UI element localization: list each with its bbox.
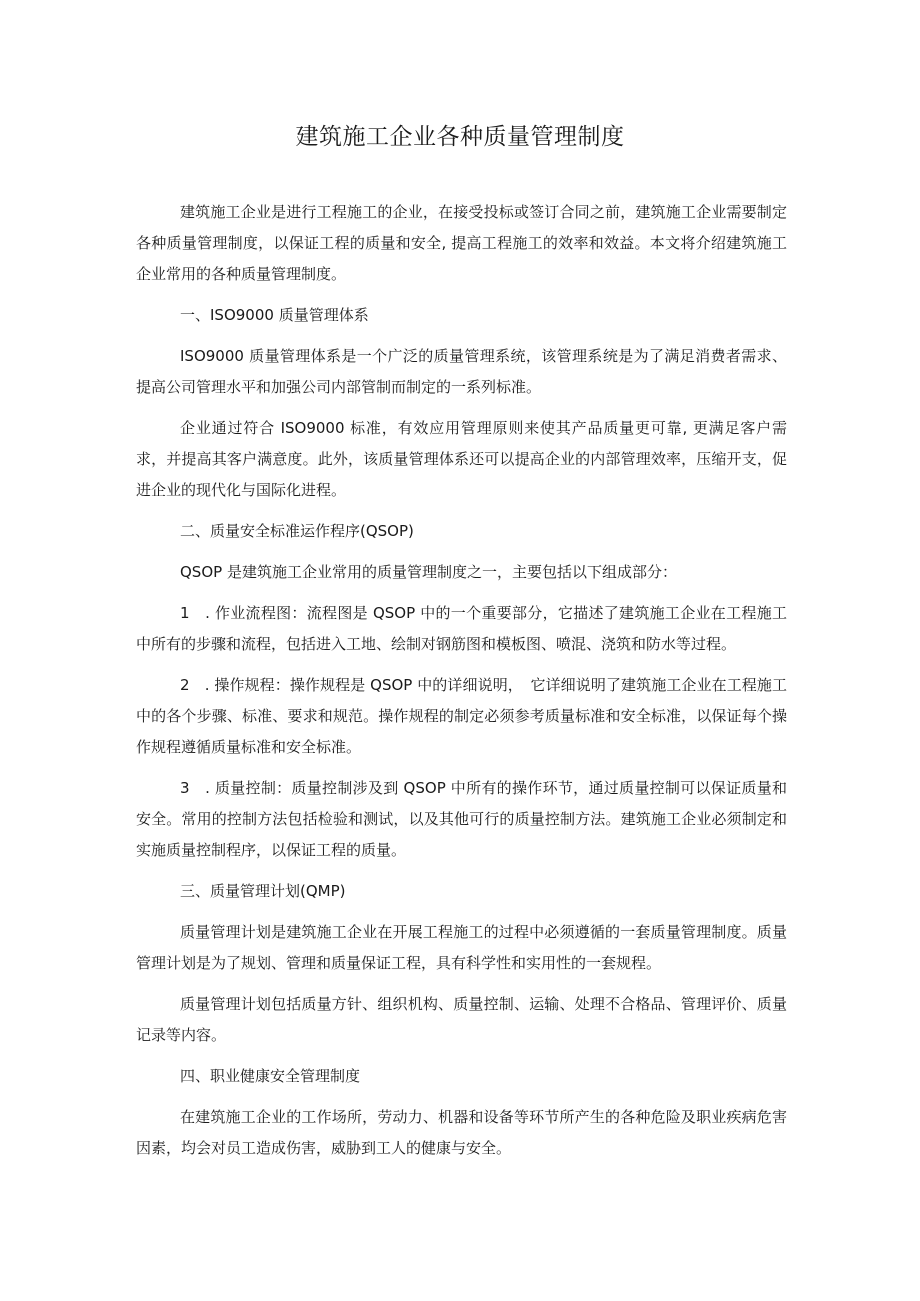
- section-heading-qsop: 二、质量安全标准运作程序(QSOP): [180, 522, 414, 540]
- section-heading-qmp: 三、质量管理计划(QMP): [180, 882, 346, 900]
- document-body: [136, 197, 787, 1174]
- qsop-item-procedures: 2 . 操作规程：操作规程是 QSOP 中的详细说明， 它详细说明了建筑施工企业在工程施工中的各个步骤、标准、要求和规范。操作规程的制定必须参考质量标准和安全标准，以保证每个操作规程遵循质量标准和安全标准。: [136, 676, 787, 756]
- intro-paragraph: 建筑施工企业是进行工程施工的企业，在接受投标或签订合同之前，建筑施工企业需要制定各种质量管理制度，以保证工程的质量和安全, 提高工程施工的效率和效益。本文将介绍建筑施工企业常用的各种质量管理制度。: [136, 203, 787, 283]
- ohs-description-paragraph: 在建筑施工企业的工作场所，劳动力、机器和设备等环节所产生的各种危险及职业疾病危害因素，均会对员工造成伤害，威胁到工人的健康与安全。: [136, 1108, 787, 1157]
- qsop-item-flowchart: 1 . 作业流程图：流程图是 QSOP 中的一个重要部分，它描述了建筑施工企业在工程施工中所有的步骤和流程，包括进入工地、绘制对钢筋图和模板图、喷混、浇筑和防水等过程。: [136, 604, 787, 653]
- qmp-description-paragraph: 质量管理计划是建筑施工企业在开展工程施工的过程中必须遵循的一套质量管理制度。质量管理计划是为了规划、管理和质量保证工程，具有科学性和实用性的一套规程。: [136, 923, 787, 972]
- iso9000-description-paragraph: ISO9000 质量管理体系是一个广泛的质量管理系统，该管理系统是为了满足消费者需求、提高公司管理水平和加强公司内部管制而制定的一系列标准。: [136, 347, 787, 396]
- iso9000-benefits-paragraph: 企业通过符合 ISO9000 标准，有效应用管理原则来使其产品质量更可靠, 更满足客户需求，并提高其客户满意度。此外，该质量管理体系还可以提高企业的内部管理效率，压缩开支，促进企业的现代化与国际化进程。: [136, 419, 787, 499]
- section-heading-ohs: 四、职业健康安全管理制度: [180, 1067, 361, 1085]
- page-title: 建筑施工企业各种质量管理制度: [295, 124, 625, 150]
- qsop-item-quality-control: 3 . 质量控制：质量控制涉及到 QSOP 中所有的操作环节，通过质量控制可以保证质量和安全。常用的控制方法包括检验和测试，以及其他可行的质量控制方法。建筑施工企业必须制定和实施质量控制程序，以保证工程的质量。: [136, 779, 787, 859]
- qsop-intro-paragraph: QSOP 是建筑施工企业常用的质量管理制度之一，主要包括以下组成部分：: [180, 563, 677, 581]
- section-heading-iso9000: 一、ISO9000 质量管理体系: [180, 306, 369, 324]
- qmp-contents-paragraph: 质量管理计划包括质量方针、组织机构、质量控制、运输、处理不合格品、管理评价、质量记录等内容。: [136, 995, 787, 1044]
